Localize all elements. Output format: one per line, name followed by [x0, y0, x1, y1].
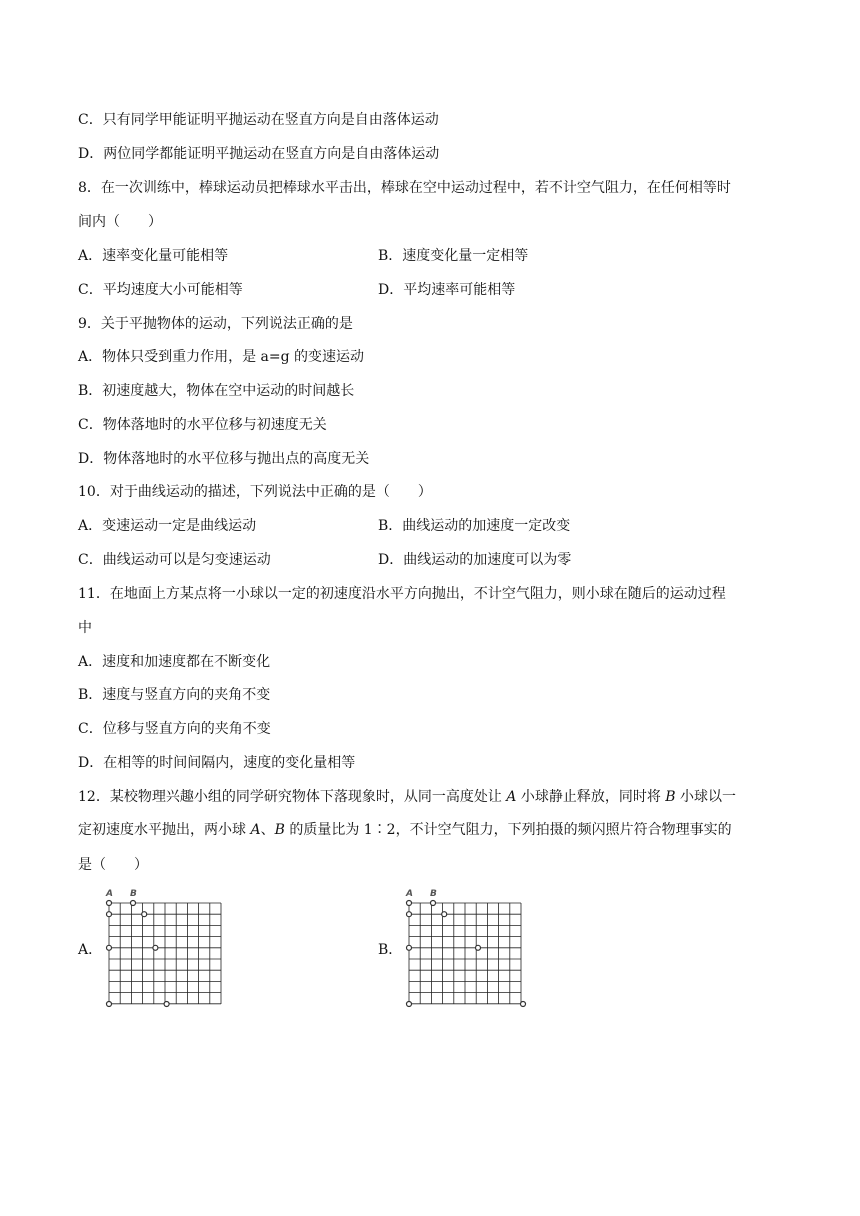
grid-a-label-a: A	[106, 889, 113, 899]
ball-a-dot-2	[107, 912, 112, 917]
q7-option-d: D．两位同学都能证明平抛运动在竖直方向是自由落体运动	[78, 146, 440, 162]
q8-option-c: C．平均速度大小可能相等	[78, 282, 243, 298]
q8-option-d: D．平均速率可能相等	[378, 282, 516, 298]
q11-option-b: B．速度与竖直方向的夹角不变	[78, 687, 271, 703]
q12-stem-line1: 12．某校物理兴趣小组的同学研究物体下落现象时，从同一高度处让 A 小球静止释放，同时将 B 小球以一	[78, 789, 737, 805]
ball-a-dot-3	[407, 945, 412, 950]
grid-a-label-b: B	[130, 889, 137, 899]
grid-figure-b	[398, 884, 538, 1014]
q8-option-b: B．速度变化量一定相等	[378, 248, 529, 264]
ball-b-dot-4	[164, 1002, 169, 1007]
q9-option-c: C．物体落地时的水平位移与初速度无关	[78, 417, 327, 433]
ball-b-dot-3	[153, 945, 158, 950]
q10-option-b: B．曲线运动的加速度一定改变	[378, 518, 571, 534]
ball-a-dot-4	[107, 1002, 112, 1007]
q7-option-c: C．只有同学甲能证明平抛运动在竖直方向是自由落体运动	[78, 112, 439, 128]
ball-a-dot-1	[407, 901, 412, 906]
ball-b-dot-1	[131, 901, 136, 906]
q10-option-a: A．变速运动一定是曲线运动	[78, 518, 257, 534]
ball-a-ref: A	[506, 789, 517, 805]
ball-b-dot-2	[442, 912, 447, 917]
q9-option-b: B．初速度越大，物体在空中运动的时间越长	[78, 383, 355, 399]
q12-stem-line2: 定初速度水平抛出，两小球 A、B 的质量比为 1∶2，不计空气阻力，下列拍摄的频闪照片符合物理事实的	[78, 822, 732, 838]
q11-option-c: C．位移与竖直方向的夹角不变	[78, 721, 271, 737]
q11-option-d: D．在相等的时间间隔内，速度的变化量相等	[78, 755, 356, 771]
q12-stem-line3: 是（ ）	[78, 857, 148, 873]
grid-b-dots	[407, 901, 526, 1007]
q8-stem-line2: 间内（ ）	[78, 214, 162, 230]
q9-option-d: D．物体落地时的水平位移与抛出点的高度无关	[78, 451, 370, 467]
ball-a-dot-2	[407, 912, 412, 917]
ball-b-dot-3	[476, 945, 481, 950]
grid-a-dots	[107, 901, 170, 1007]
grid-b-label-b: B	[430, 889, 437, 899]
ball-b-ref: B	[665, 789, 676, 805]
ball-a-dot-4	[407, 1002, 412, 1007]
q11-stem-line1: 11．在地面上方某点将一小球以一定的初速度沿水平方向抛出，不计空气阻力，则小球在随后的运动过程	[78, 586, 726, 602]
ball-b-dot-1	[431, 901, 436, 906]
q10-option-d: D．曲线运动的加速度可以为零	[378, 552, 572, 568]
q9-option-a: A．物体只受到重力作用，是 a=g 的变速运动	[78, 349, 365, 365]
grid-lines-b	[409, 903, 521, 1004]
ball-b-dot-2	[142, 912, 147, 917]
q11-stem-line2: 中	[78, 620, 92, 636]
ball-a-dot-1	[107, 901, 112, 906]
q12-option-a-label: A．	[78, 942, 103, 958]
grid-figure-a	[98, 884, 238, 1014]
q9-stem: 9．关于平抛物体的运动，下列说法正确的是	[78, 316, 353, 332]
grid-b-label-a: A	[406, 889, 413, 899]
q10-stem: 10．对于曲线运动的描述，下列说法中正确的是（ ）	[78, 484, 432, 500]
q11-option-a: A．速度和加速度都在不断变化	[78, 654, 271, 670]
grid-lines-a	[109, 903, 221, 1004]
q12-option-b-label: B．	[378, 942, 403, 958]
q10-option-c: C．曲线运动可以是匀变速运动	[78, 552, 271, 568]
q8-option-a: A．速率变化量可能相等	[78, 248, 229, 264]
ball-b-dot-4	[521, 1002, 526, 1007]
q8-stem-line1: 8．在一次训练中，棒球运动员把棒球水平击出，棒球在空中运动过程中，若不计空气阻力，在任何相等时	[78, 180, 731, 196]
ball-a-dot-3	[107, 945, 112, 950]
